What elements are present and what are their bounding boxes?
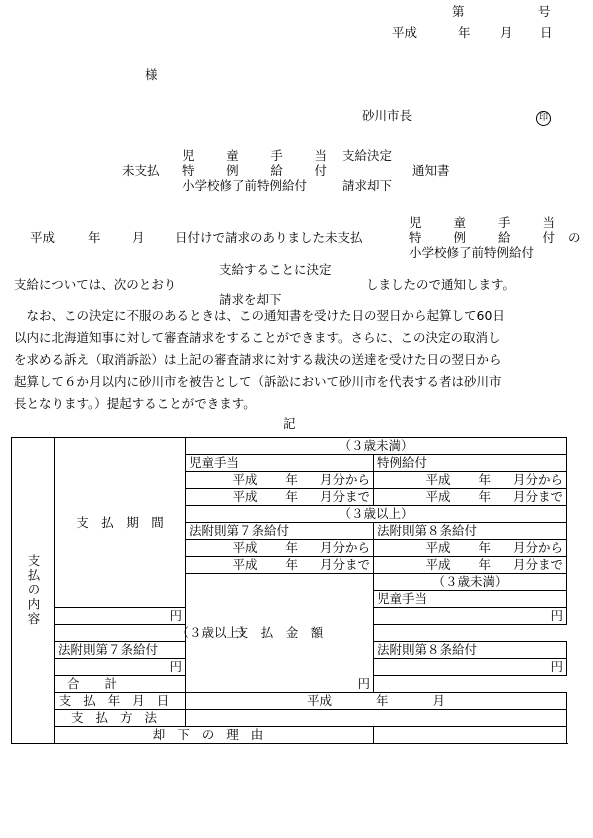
period-over3: （３歳以上） bbox=[186, 506, 567, 523]
pay-method-label: 支払方法 bbox=[55, 710, 186, 727]
period-to-field[interactable]: 平成 年 月分まで bbox=[186, 557, 374, 574]
period-label: 支 払 期 間 bbox=[55, 438, 186, 608]
header-month: 月 bbox=[500, 25, 513, 40]
body-date-year: 年 bbox=[88, 230, 101, 245]
seal-mark: 印 bbox=[536, 108, 551, 126]
amount-over3: （３歳以上） bbox=[55, 625, 374, 642]
amount-special-benefit-field[interactable]: 円 bbox=[374, 608, 567, 625]
body-date-era: 平成 bbox=[30, 230, 56, 245]
body-line2-start: 支給については、次のとおり bbox=[14, 277, 177, 292]
notice-line: 起算して６か月以内に砂川市を被告として（訴訟において砂川市を代表する者は砂川市 bbox=[14, 374, 502, 389]
notice-line: なお、この決定に不服のあるときは、この通知書を受けた日の翌日から起算して60日 bbox=[14, 308, 505, 323]
amount-child-allowance-label: 児童手当 bbox=[374, 591, 567, 608]
title-suffix: 通知書 bbox=[412, 163, 450, 178]
header-year: 年 bbox=[458, 25, 471, 40]
period-from-field[interactable]: 平成 年 月分から bbox=[186, 472, 374, 489]
notice-line: 長となります。）提起することができます。 bbox=[14, 396, 256, 411]
amount-total-field[interactable] bbox=[55, 676, 374, 693]
period-from-field[interactable]: 平成 年 月分から bbox=[374, 540, 567, 557]
period-to-field[interactable]: 平成 年 月分まで bbox=[186, 489, 374, 506]
period-from-field[interactable]: 平成 年 月分から bbox=[186, 540, 374, 557]
pay-date-field[interactable]: 平成 年 月 bbox=[186, 693, 567, 710]
pay-method-field[interactable] bbox=[186, 710, 567, 727]
body-no: の bbox=[568, 230, 581, 245]
total-label: 合 計 bbox=[67, 676, 118, 691]
period-to-field[interactable]: 平成 年 月分まで bbox=[374, 489, 567, 506]
payment-table bbox=[11, 437, 567, 744]
body-option-3: 小学校修了前特例給付 bbox=[409, 245, 535, 260]
notice-line: 以内に北海道知事に対して審査請求をすることができます。さらに、この決定の取消し bbox=[14, 330, 501, 345]
amount-art7-label: 法附則第７条給付 bbox=[55, 642, 186, 659]
period-child-allowance-label: 児童手当 bbox=[186, 455, 374, 472]
amount-child-allowance-field[interactable]: 円 bbox=[55, 608, 186, 625]
period-under3: （３歳未満） bbox=[186, 438, 567, 455]
period-special-benefit-label: 特例給付 bbox=[374, 455, 567, 472]
title-option-1: 児 童 手 当 bbox=[182, 148, 327, 163]
amount-art8-field[interactable]: 円 bbox=[374, 659, 567, 676]
reject-reason-label: 却下の理由 bbox=[55, 727, 374, 744]
section-label: 支払の内容 bbox=[12, 438, 55, 744]
title-action-reject: 請求却下 bbox=[342, 178, 393, 193]
reject-reason-field[interactable] bbox=[374, 727, 567, 744]
addressee-suffix: 様 bbox=[145, 67, 158, 82]
header-era: 平成 bbox=[392, 25, 418, 40]
title-option-2: 特 例 給 付 bbox=[182, 163, 327, 178]
total-yen: 円 bbox=[357, 676, 370, 691]
period-to-field[interactable]: 平成 年 月分まで bbox=[374, 557, 567, 574]
amount-under3: （３歳未満） bbox=[374, 574, 567, 591]
issuer-name: 砂川市長 bbox=[362, 108, 413, 123]
body-line2-end: しましたので通知します。 bbox=[366, 277, 516, 292]
period-from-field[interactable]: 平成 年 月分から bbox=[374, 472, 567, 489]
ki-mark: 記 bbox=[283, 416, 296, 431]
choice-reject: 請求を却下 bbox=[219, 292, 282, 307]
pay-date-label: 支払年月日 bbox=[55, 693, 186, 710]
number-dai: 第 bbox=[452, 4, 465, 19]
title-action-decide: 支給決定 bbox=[342, 148, 393, 163]
title-prefix: 未支払 bbox=[122, 163, 160, 178]
choice-decide: 支給することに決定 bbox=[219, 262, 332, 277]
amount-art8-label: 法附則第８条給付 bbox=[374, 642, 567, 659]
body-date-month: 月 bbox=[132, 230, 145, 245]
notice-line: を求める訴え（取消訴訟）は上記の審査請求に対する裁決の送達を受けた日の翌日から bbox=[14, 352, 502, 367]
title-option-3: 小学校修了前特例給付 bbox=[182, 178, 308, 193]
header-day: 日 bbox=[540, 25, 553, 40]
body-date-text: 日付けで請求のありました未支払 bbox=[175, 230, 363, 245]
body-option-2: 特 例 給 付 bbox=[409, 230, 555, 245]
body-option-1: 児 童 手 当 bbox=[409, 215, 555, 230]
period-art8-label: 法附則第８条給付 bbox=[374, 523, 567, 540]
amount-art7-field[interactable]: 円 bbox=[55, 659, 186, 676]
period-art7-label: 法附則第７条給付 bbox=[186, 523, 374, 540]
number-go: 号 bbox=[538, 4, 551, 19]
amount-label: 支 払 金 額 bbox=[186, 574, 374, 693]
